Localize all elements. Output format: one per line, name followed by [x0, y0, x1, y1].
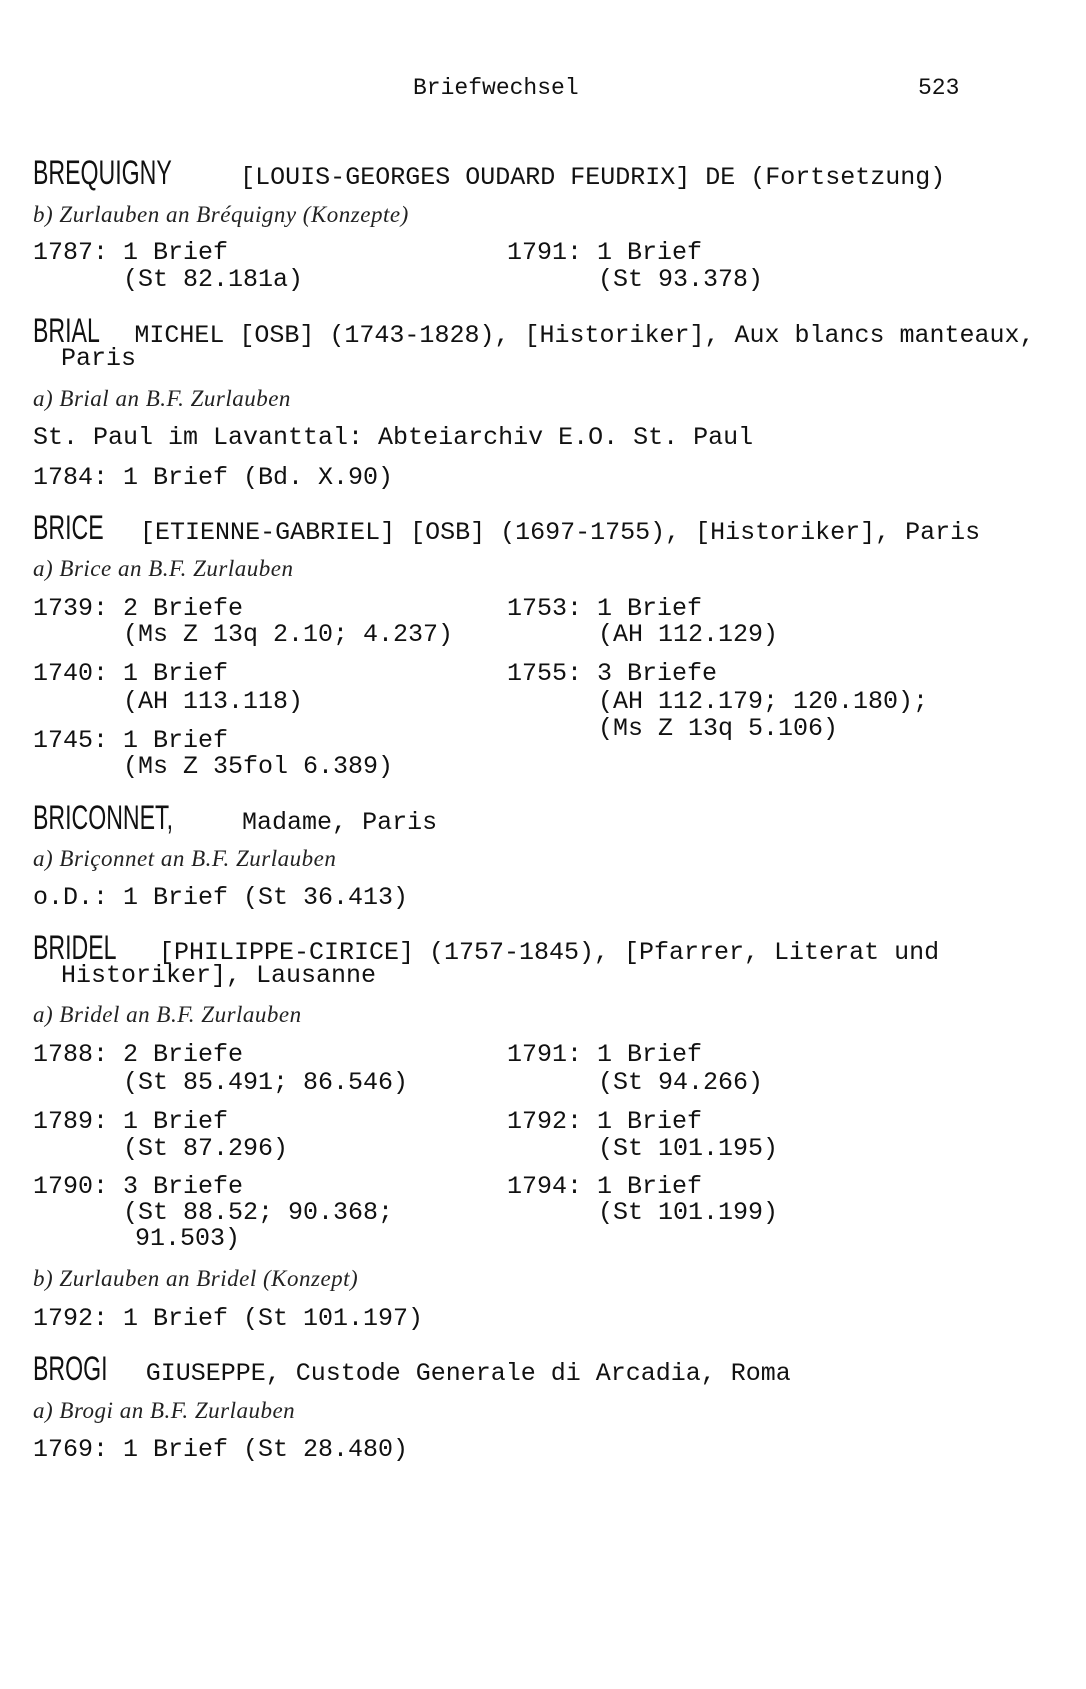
letter-reference: (St 101.195)	[598, 1134, 779, 1163]
entry-heading-brequigny	[33, 154, 946, 192]
heading-details: MICHEL [OSB] (1743-1828), [Historiker], Aux blancs manteaux,	[134, 321, 1035, 350]
headword: BRICE	[33, 509, 104, 547]
letter-reference: (Ms Z 13q 5.106)	[598, 714, 839, 743]
heading-details: GIUSEPPE, Custode Generale di Arcadia, Roma	[145, 1359, 791, 1388]
letter-count: 1740: 1 Brief	[33, 659, 229, 688]
letter-count: 1792: 1 Brief (St 101.197)	[33, 1304, 424, 1333]
heading-details: Madame, Paris	[242, 808, 438, 837]
page-number: 523	[918, 75, 960, 101]
entry-heading-bridel	[33, 929, 940, 967]
letter-reference: (St 82.181a)	[123, 265, 304, 294]
heading-details: [LOUIS-GEORGES OUDARD FEUDRIX] DE (Fortsetzung)	[240, 163, 946, 192]
archive-location: St. Paul im Lavanttal: Abteiarchiv E.O. St. Paul	[33, 423, 754, 452]
letter-reference: (Ms Z 35fol 6.389)	[123, 752, 394, 781]
letter-reference: (AH 112.179; 120.180);	[598, 687, 929, 716]
letter-reference: (AH 112.129)	[598, 620, 779, 649]
entry-heading-briconnet	[33, 799, 438, 837]
heading-details: [ETIENNE-GABRIEL] [OSB] (1697-1755), [Historiker], Paris	[140, 518, 981, 547]
running-header: Briefwechsel	[413, 75, 579, 101]
letter-reference: (St 101.199)	[598, 1198, 779, 1227]
letter-reference: (St 87.296)	[123, 1134, 289, 1163]
letter-count: 1755: 3 Briefe	[507, 659, 718, 688]
letter-reference: (Ms Z 13q 2.10; 4.237)	[123, 620, 454, 649]
section-label: a) Briçonnet an B.F. Zurlauben	[33, 846, 337, 871]
heading-details-cont: Historiker], Lausanne	[61, 961, 377, 990]
letter-count: 1739: 2 Briefe	[33, 594, 244, 623]
letter-count: 1753: 1 Brief	[507, 594, 703, 623]
headword: BRIAL	[33, 312, 100, 350]
entry-heading-brice	[33, 509, 981, 547]
heading-details-cont: Paris	[61, 344, 137, 373]
letter-reference: (St 94.266)	[598, 1068, 764, 1097]
entry-heading-brial	[33, 312, 1035, 350]
letter-reference: 91.503)	[135, 1224, 241, 1253]
headword: BRIDEL	[33, 929, 117, 967]
letter-reference: (AH 113.118)	[123, 687, 304, 716]
headword: BROGI	[33, 1350, 108, 1388]
headword: BREQUIGNY	[33, 154, 172, 192]
letter-count: 1791: 1 Brief	[507, 1040, 703, 1069]
section-label: b) Zurlauben an Bréquigny (Konzepte)	[33, 202, 409, 227]
letter-reference: (St 85.491; 86.546)	[123, 1068, 409, 1097]
letter-count: 1745: 1 Brief	[33, 726, 229, 755]
letter-count: 1784: 1 Brief (Bd. X.90)	[33, 463, 394, 492]
letter-count: 1789: 1 Brief	[33, 1107, 229, 1136]
section-label: a) Brice an B.F. Zurlauben	[33, 556, 294, 581]
letter-reference: (St 88.52; 90.368;	[123, 1198, 394, 1227]
letter-count: 1790: 3 Briefe	[33, 1172, 244, 1201]
letter-count: 1787: 1 Brief	[33, 238, 229, 267]
letter-count: 1788: 2 Briefe	[33, 1040, 244, 1069]
letter-count: 1794: 1 Brief	[507, 1172, 703, 1201]
headword: BRICONNET,	[33, 799, 174, 837]
heading-details: [PHILIPPE-CIRICE] (1757-1845), [Pfarrer, Literat und	[158, 938, 940, 967]
letter-count: 1792: 1 Brief	[507, 1107, 703, 1136]
section-label: a) Bridel an B.F. Zurlauben	[33, 1002, 302, 1027]
letter-count: o.D.: 1 Brief (St 36.413)	[33, 883, 409, 912]
letter-count: 1769: 1 Brief (St 28.480)	[33, 1435, 409, 1464]
letter-reference: (St 93.378)	[598, 265, 764, 294]
section-label: a) Brial an B.F. Zurlauben	[33, 386, 291, 411]
section-label: b) Zurlauben an Bridel (Konzept)	[33, 1266, 359, 1291]
entry-heading-brogi	[33, 1350, 791, 1388]
section-label: a) Brogi an B.F. Zurlauben	[33, 1398, 296, 1423]
letter-count: 1791: 1 Brief	[507, 238, 703, 267]
